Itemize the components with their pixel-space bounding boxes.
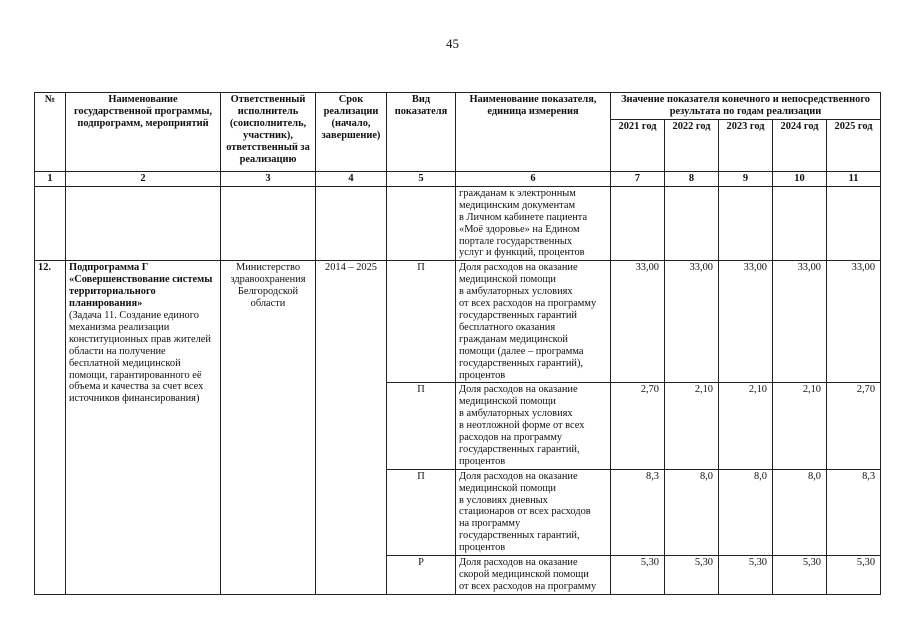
indicator-name: гражданам к электронным медицинским документам в Личном кабинете пациента «Моё здоровье» на Едином портале государственных услуг и функций, процентов — [456, 186, 611, 260]
table-row-continuation — [35, 186, 881, 260]
header-year: 2023 год — [719, 119, 773, 171]
header-program-name: Наименование государственной программы, подпрограмм, мероприятий — [66, 93, 221, 172]
header-values: Значение показателя конечного и непосредственного результата по годам реализации — [611, 93, 881, 120]
indicator-table — [34, 92, 881, 595]
indicator-value: 2,10 — [773, 383, 827, 469]
header-year: 2025 год — [827, 119, 881, 171]
column-number: 5 — [387, 172, 456, 187]
column-number: 6 — [456, 172, 611, 187]
program-title: Подпрограмма Г «Совершенствование системы территориального планирования» — [69, 262, 213, 310]
program-executor: Министерство здравоохранения Белгородской области — [221, 261, 316, 594]
indicator-value: 33,00 — [719, 261, 773, 383]
indicator-value: 8,3 — [827, 469, 881, 555]
indicator-type: П — [387, 469, 456, 555]
indicator-value: 5,30 — [719, 556, 773, 595]
header-indicator-type: Вид показателя — [387, 93, 456, 172]
column-number: 7 — [611, 172, 665, 187]
column-number: 8 — [665, 172, 719, 187]
indicator-name: Доля расходов на оказание скорой медицинской помощи от всех расходов на программу — [456, 556, 611, 595]
indicator-value: 5,30 — [773, 556, 827, 595]
column-number: 9 — [719, 172, 773, 187]
indicator-value: 33,00 — [611, 261, 665, 383]
indicator-name: Доля расходов на оказание медицинской помощи в амбулаторных условиях в неотложной форме от всех расходов на программу государственных гарантий, процентов — [456, 383, 611, 469]
indicator-value: 8,0 — [773, 469, 827, 555]
header-year: 2024 год — [773, 119, 827, 171]
header-indicator-name: Наименование показателя, единица измерения — [456, 93, 611, 172]
indicator-value: 33,00 — [773, 261, 827, 383]
header-number: № — [35, 93, 66, 172]
header-period: Срок реализации (начало, завершение) — [316, 93, 387, 172]
column-number: 2 — [66, 172, 221, 187]
program-number: 12. — [35, 261, 66, 594]
program-period: 2014 – 2025 — [316, 261, 387, 594]
indicator-value: 5,30 — [827, 556, 881, 595]
column-number: 4 — [316, 172, 387, 187]
indicator-type: П — [387, 261, 456, 383]
column-number-row — [35, 172, 881, 187]
program-cell — [66, 261, 221, 594]
indicator-value: 33,00 — [665, 261, 719, 383]
indicator-value: 2,10 — [719, 383, 773, 469]
indicator-value: 8,0 — [665, 469, 719, 555]
header-row — [35, 93, 881, 120]
header-year: 2022 год — [665, 119, 719, 171]
header-year: 2021 год — [611, 119, 665, 171]
program-description: (Задача 11. Создание единого механизма реализации конституционных прав жителей области на получение бесплатной медицинской помощи, гарантированного её объема и качества за счет всех источников финансирования) — [69, 309, 211, 405]
column-number: 3 — [221, 172, 316, 187]
indicator-type: П — [387, 383, 456, 469]
indicator-type: Р — [387, 556, 456, 595]
indicator-value: 5,30 — [665, 556, 719, 595]
column-number: 10 — [773, 172, 827, 187]
table-row — [35, 261, 881, 383]
indicator-value: 2,10 — [665, 383, 719, 469]
indicator-value: 8,3 — [611, 469, 665, 555]
indicator-value: 33,00 — [827, 261, 881, 383]
page-number: 45 — [446, 36, 459, 51]
indicator-name: Доля расходов на оказание медицинской помощи в условиях дневных стационаров от всех расходов на программу государственных гарантий, процентов — [456, 469, 611, 555]
column-number: 11 — [827, 172, 881, 187]
indicator-value: 5,30 — [611, 556, 665, 595]
indicator-value: 8,0 — [719, 469, 773, 555]
header-executor: Ответственный исполнитель (соисполнитель, участник), ответственный за реализацию — [221, 93, 316, 172]
indicator-name: Доля расходов на оказание медицинской помощи в амбулаторных условиях от всех расходов на программу государственных гарантий бесплатного оказания гражданам медицинской помощи (далее – программа государственных гарантий), процентов — [456, 261, 611, 383]
column-number: 1 — [35, 172, 66, 187]
indicator-value: 2,70 — [611, 383, 665, 469]
indicator-value: 2,70 — [827, 383, 881, 469]
